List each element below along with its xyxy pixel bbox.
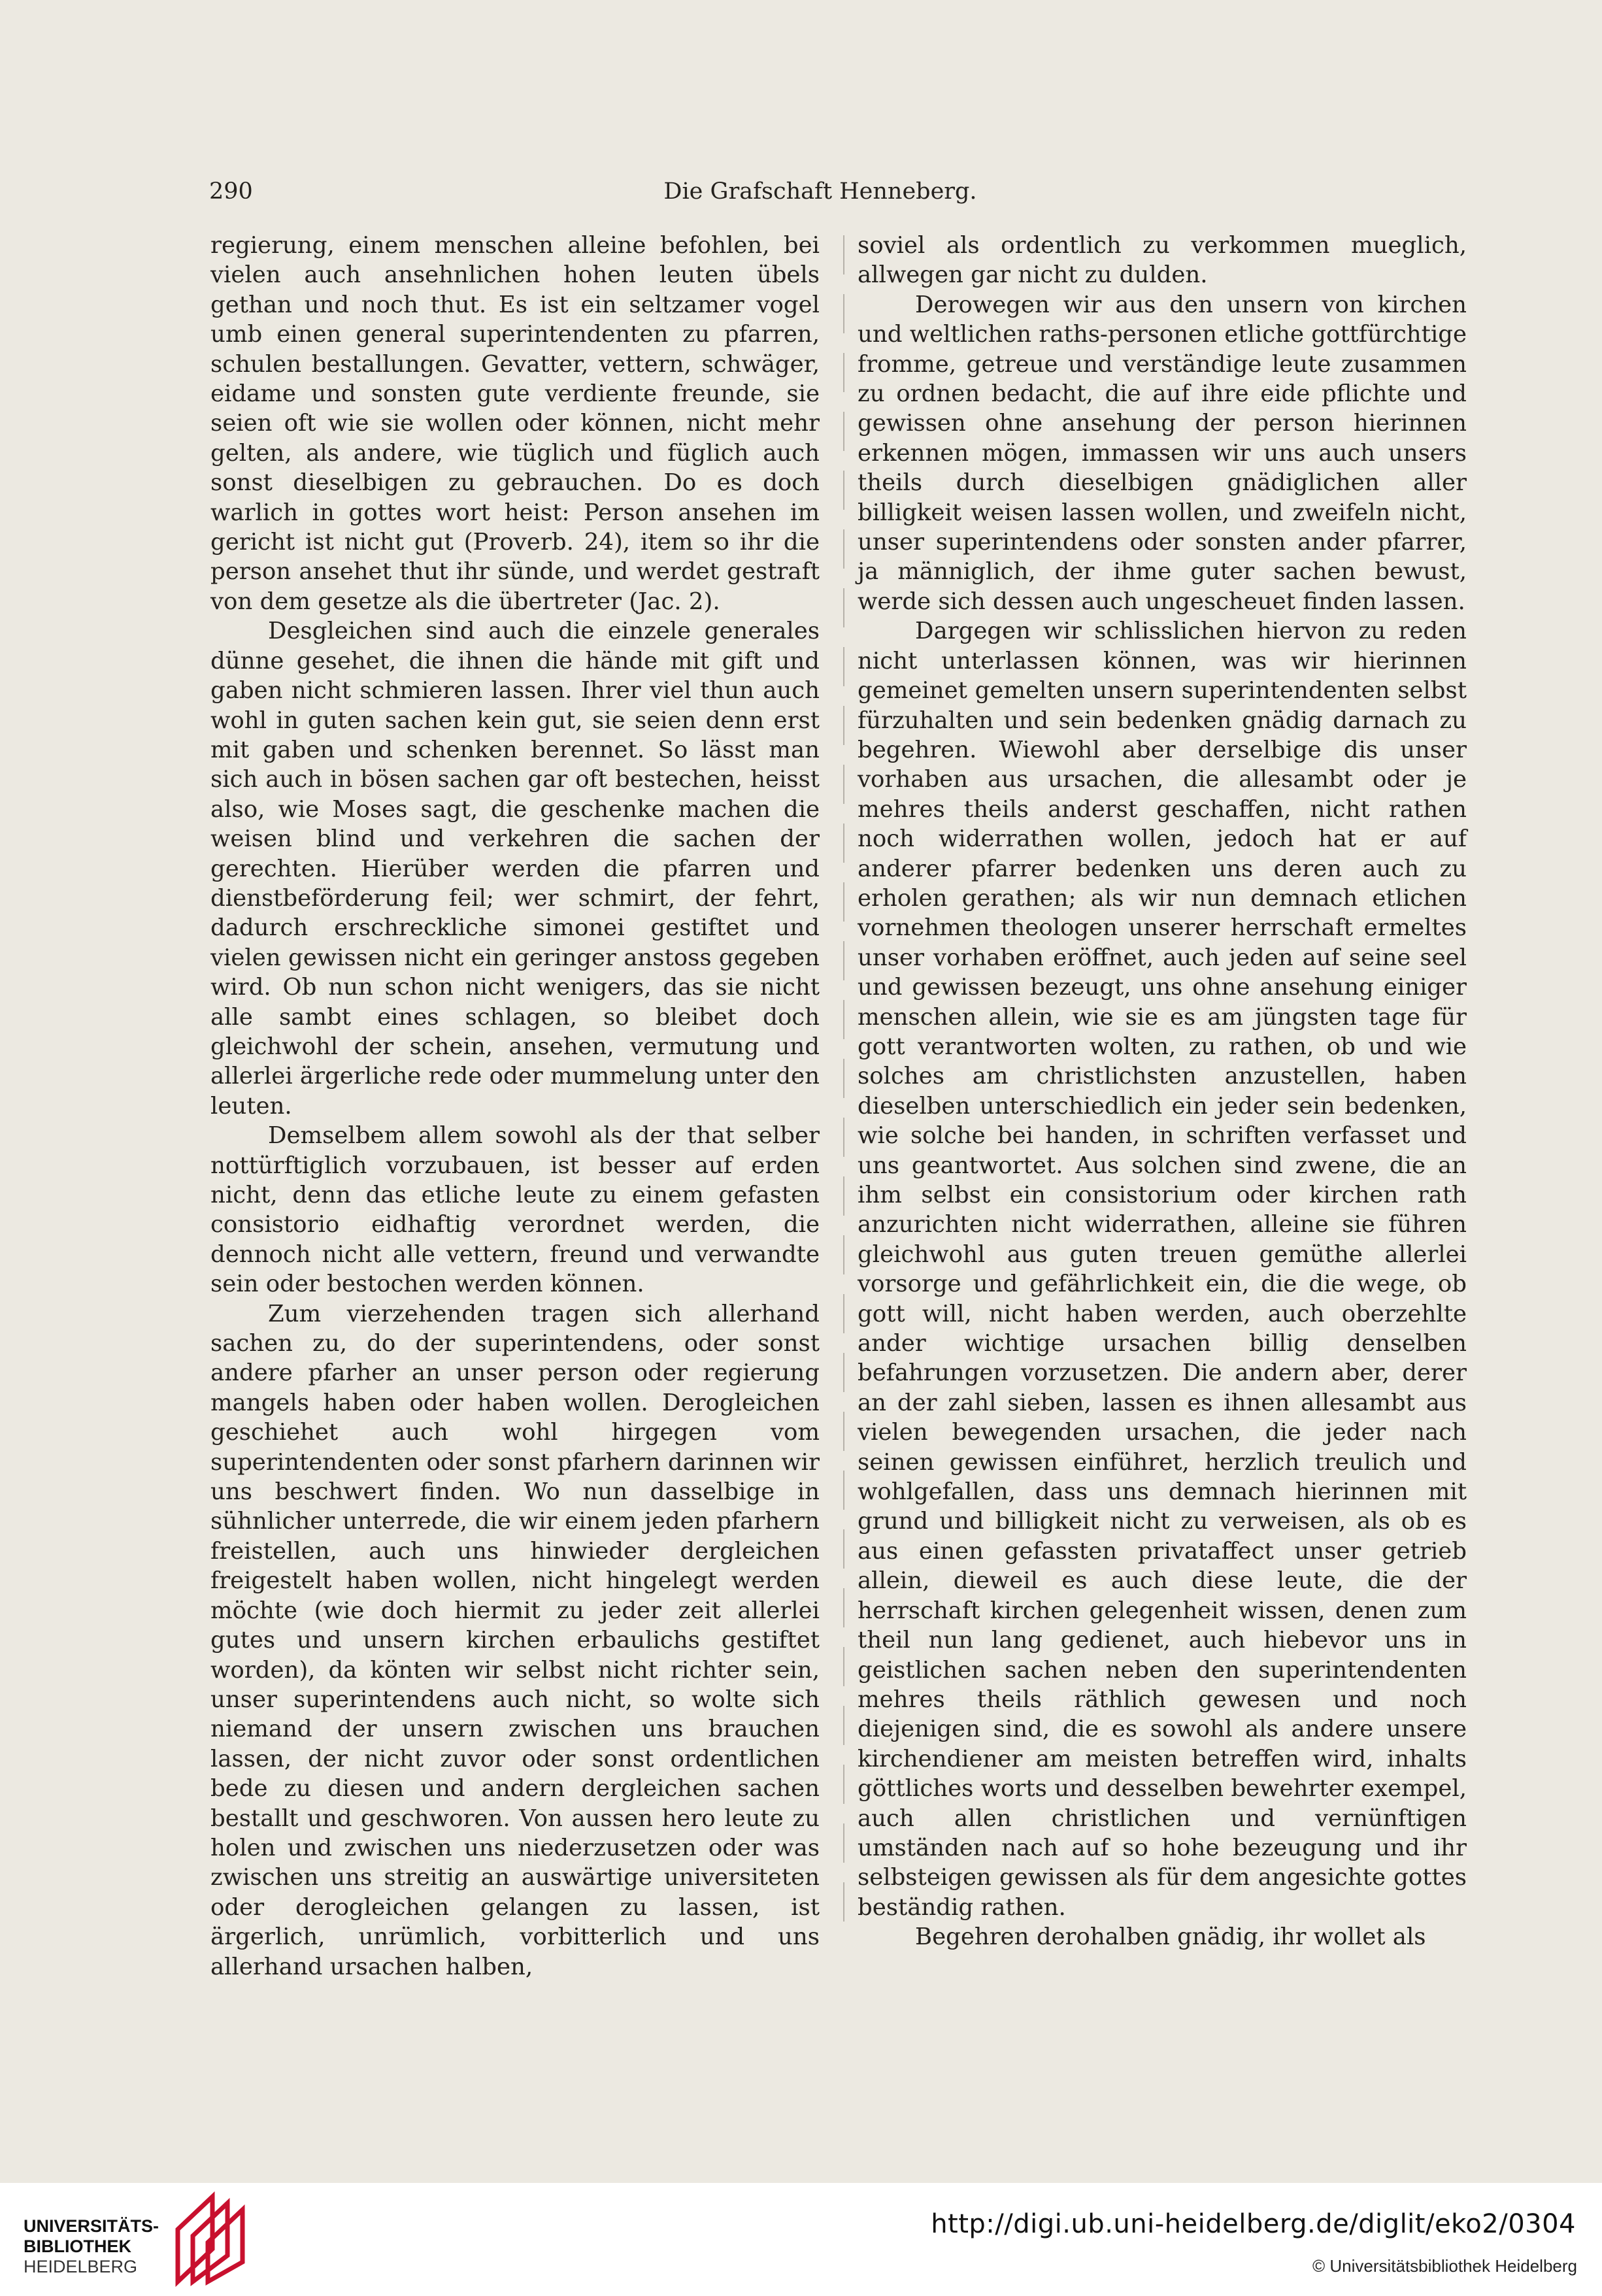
- copyright-notice: © Universitätsbibliothek Heidelberg: [1312, 2256, 1577, 2276]
- paragraph: Demselbem allem sowohl als der that selber nottürftiglich vorzubauen, ist besser auf erden nicht, denn das etliche leute zu einem gefasten consistorio eidhaftig verordnet werden, die dennoch nicht alle vettern, freund und verwandte sein oder bestochen werden können.: [210, 1122, 820, 1298]
- running-head: [196, 175, 1444, 208]
- paragraph: Zum vierzehenden tragen sich allerhand sachen zu, do der superintendens, oder sonst andere pfarher an unser person oder regierung mangels haben oder haben wollen. Derogleichen geschiehet auch wohl hirgegen vom superintendenten oder sonst pfarhern darinnen wir uns beschwert finden. Wo nun dasselbige in sühnlicher unterrede, die wir einem jeden pfarhern freistellen, auch uns hinwieder dergleichen freigestelt haben wollen, nicht hingelegt werden möchte (wie doch hiermit zu jeder zeit allerlei gutes und unsern kirchen erbaulichs gestiftet worden), da könten wir selbst nicht richter sein, unser superintendens auch nicht, so wolte sich niemand der unsern zwischen uns brauchen lassen, der nicht zuvor oder sonst ordentlichen bede zu diesen und andern dergleichen sachen bestallt und geschworen. Von aussen hero leute zu holen und zwischen uns niederzusetzen oder was zwischen uns streitig an auswärtige universiteten oder derogleichen gelangen zu lassen, ist ärgerlich, unrümlich, vorbitterlich und uns allerhand ursachen halben,: [210, 1300, 820, 1980]
- paragraph: Derowegen wir aus den unsern von kirchen und weltlichen raths-personen etliche gottfürchtige fromme, getreue und verständige leute zusammen zu ordnen bedacht, die auf ihre eide pflichte und gewissen ohne ansehung der person hierinnen erkennen mögen, immassen wir uns auch unsers theils durch dieselbigen gnädiglichen aller billigkeit weisen lassen wollen, und zweifeln nicht, unser superintendens oder sonsten ander pfarrer, ja männiglich, der ihme guter sachen bewust, werde sich dessen auch ungescheuet finden lassen.: [858, 291, 1467, 615]
- paragraph: regierung, einem menschen alleine befohlen, bei vielen auch ansehnlichen hohen leuten übels gethan und noch thut. Es ist ein seltzamer vogel umb einen general superintendenten zu pfarren, schulen bestallungen. Gevatter, vettern, schwäger, eidame und sonsten gute verdiente freunde, sie seien oft wie sie wollen oder können, nicht mehr gelten, als andere, wie tüglich und füglich auch sonst dieselbigen zu gebrauchen. Do es doch warlich in gottes wort heist: Person ansehen im gericht ist nicht gut (Proverb. 24), item so ihr die person ansehet thut ihr sünde, und werdet gestraft von dem gesetze als die übertreter (Jac. 2).: [210, 232, 820, 615]
- digital-url-link[interactable]: http://digi.ub.uni-heidelberg.de/diglit/eko2/0304: [931, 2209, 1576, 2239]
- library-logo[interactable]: [24, 2184, 324, 2288]
- footer-bar: [0, 2183, 1602, 2296]
- paragraph: Dargegen wir schlisslichen hiervon zu reden nicht unterlassen können, was wir hierinnen gemeinet gemelten unsern superintendenten selbst fürzuhalten und sein bedenken gnädig darnach zu begehren. Wiewohl aber derselbige dis unser vorhaben aus ursachen, die allesambt oder je mehres theils anderst geschaffen, nicht rathen noch widerrathen wollen, jedoch hat er auf anderer pfarrer bedenken uns deren auch zu erholen gerathen; als wir nun demnach etlichen vornehmen theologen unserer herrschaft ermeltes unser vorhaben eröffnet, auch jeden auf seine seel und gewissen bezeugt, uns ohne ansehung einiger menschen allein, wie sie es am jüngsten tage für gott verantworten wolten, zu rathen, ob und wie solches am christlichsten anzustellen, haben dieselben unterschiedlich ein jeder sein bedenken, wie solche bei handen, in schriften verfasset und uns geantwortet. Aus solchen sind zwene, die an ihm selbst ein consistorium oder kirchen rath anzurichten nicht widerrathen, alleine sie führen gleichwohl aus guten treuen gemüthe allerlei vorsorge und gefährlichkeit ein, die die wege, ob gott will, nicht haben werden, auch oberzehlte ander wichtige ursachen billig denselben befahrungen vorzusetzen. Die andern aber, derer an der zahl sieben, lassen es ihnen allesambt aus vielen bewegenden ursachen, die jeder nach seinen gewissen einführet, herzlich treulich und wohlgefallen, dass uns demnach hierinnen mit grund und billigkeit nicht zu verweisen, als ob es aus einen gefassten privataffect unser getrieb allein, dieweil es auch diese leute, die der herrschaft kirchen gelegenheit wissen, denen zum theil nun lang gedienet, auch hiebevor uns in geistlichen sachen neben den superintendenten mehres theils räthlich gewesen und noch diejenigen sind, die es sowohl als andere unsere kirchendiener am meisten betreffen wird, inhalts göttliches worts und desselben bewehrter exempel, auch allen christlichen und vernünftigen umständen nach auf so hohe bezeugung und ihr selbsteigen gewissen als für dem angesichte gottes beständig rathen.: [858, 618, 1467, 1921]
- left-column: [210, 231, 820, 1982]
- paragraph: Desgleichen sind auch die einzele generales dünne gesehet, die ihnen die hände mit gift und gaben nicht schmieren lassen. Ihrer viel thun auch wohl in guten sachen kein gut, sie seien denn erst mit gaben und schenken berennet. So lässt man sich auch in bösen sachen gar oft bestechen, heisst also, wie Moses sagt, die geschenke machen die weisen blind und verkehren die sachen der gerechten. Hierüber werden die pfarren und dienstbeförderung feil; wer schmirt, der fehrt, dadurch erschreckliche simonei gestiftet und vielen gewissen nicht ein geringer anstoss gegeben wird. Ob nun schon nicht wenigers, das sie nicht alle sambt eines schlagen, so bleibet doch gleichwohl der schein, ansehen, vermutung und allerlei ärgerliche rede oder mummelung unter den leuten.: [210, 618, 820, 1120]
- paragraph: soviel als ordentlich zu verkommen mueglich, allwegen gar nicht zu dulden.: [858, 232, 1467, 289]
- library-mark-icon: [163, 2184, 261, 2288]
- column-rule: [843, 235, 844, 1922]
- logo-text: [24, 2216, 167, 2277]
- right-column: [858, 231, 1467, 1952]
- logo-line-1: UNIVERSITÄTS-: [24, 2216, 159, 2236]
- page-number: 290: [209, 178, 253, 205]
- logo-line-2: BIBLIOTHEK: [24, 2237, 131, 2256]
- running-title: Die Grafschaft Henneberg.: [663, 178, 977, 205]
- logo-line-3: HEIDELBERG: [24, 2257, 138, 2276]
- paragraph: Begehren derohalben gnädig, ihr wollet als: [915, 1923, 1426, 1951]
